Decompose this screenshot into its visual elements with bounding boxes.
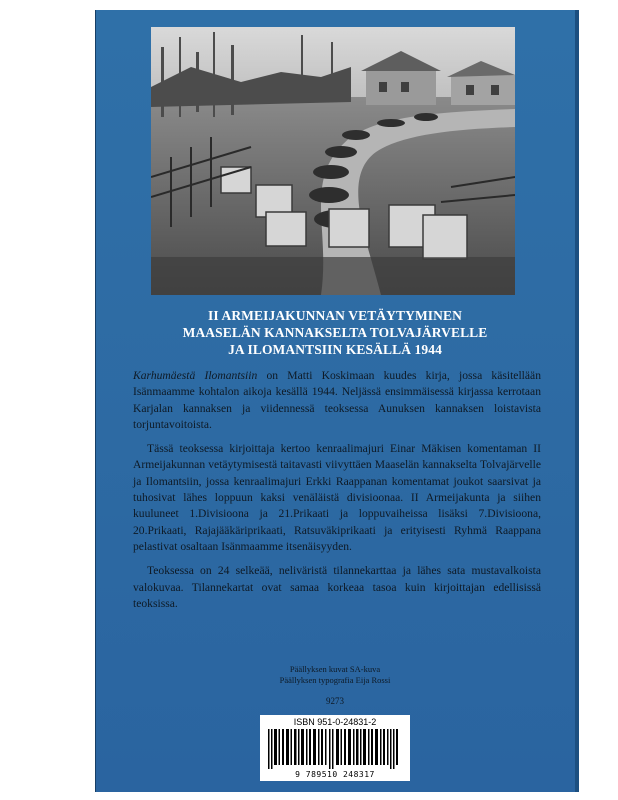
cover-photograph bbox=[151, 27, 515, 295]
barcode-panel bbox=[260, 715, 410, 781]
title-line-2: MAASELÄN KANNAKSELTA TOLVAJÄRVELLE bbox=[182, 325, 488, 340]
blurb-paragraph-3: Teoksessa on 24 selkeää, neliväristä tilannekarttaa ja lähes sata mustavalkoista valokuvaa. Tilannekartat ovat samaa korkeaa tasoa kuin kirjoittajan edellisissä teoksissa. bbox=[133, 564, 541, 610]
barcode-icon bbox=[268, 729, 402, 769]
photo-credit: Päällyksen kuvat SA-kuva bbox=[289, 664, 381, 674]
isbn-label: ISBN 951-0-24831-2 bbox=[293, 717, 377, 727]
barcode-number: 9 789510 248317 bbox=[295, 770, 375, 779]
product-code: 9273 bbox=[326, 696, 344, 706]
blurb-paragraph-1-text: on Matti Koskimaan kuudes kirja, jossa käsitellään Isänmaamme kohtalon aikoja kesällä 1944. Neljässä ensimmäisessä kirjassa kerrotaan Karjalan kannaksen ja viidennessä teoksessa Aunuksen kannaksen loistavista torjuntavoitoista. bbox=[133, 369, 541, 431]
blurb-paragraph-2: Tässä teoksessa kirjoittaja kertoo kenraalimajuri Einar Mäkisen komentaman II Armeijakunnan vetäytymisestä taitavasti viivyttäen Maaselän kannakselta Tolvajärvelle ja Ilomantsiin, jossa kenraalimajuri Erkki Raappanan komentamat joukot saarsivat ja tuhosivat lähes loppuun kaksi venäläistä divisioonaa. II Armeijakunta ja siihen kuuluneet 1.Divisioona ja 21.Prikaati ja loppuvaiheissa lisäksi 7.Divisioona, 20.Prikaati, Rajajääkäriprikaati, Ratsuväkiprikaati ja erityisesti Ryhmä Raappana pelastivat osaltaan Isänmaamme itsenäisyyden. bbox=[133, 442, 541, 553]
troops-retreat-photo bbox=[151, 27, 515, 295]
book-subtitle bbox=[135, 307, 535, 358]
cover-credits bbox=[95, 664, 575, 686]
title-line-1: II ARMEIJAKUNNAN VETÄYTYMINEN bbox=[208, 308, 462, 323]
book-title-italic: Karhumäestä Ilomantsiin bbox=[133, 369, 258, 382]
typography-credit: Päällyksen typografia Eija Rossi bbox=[279, 675, 391, 685]
book-back-cover bbox=[95, 10, 579, 792]
blurb-text bbox=[133, 368, 541, 620]
title-line-3: JA ILOMANTSIIN KESÄLLÄ 1944 bbox=[228, 342, 442, 357]
blurb-paragraph-1 bbox=[133, 368, 541, 433]
